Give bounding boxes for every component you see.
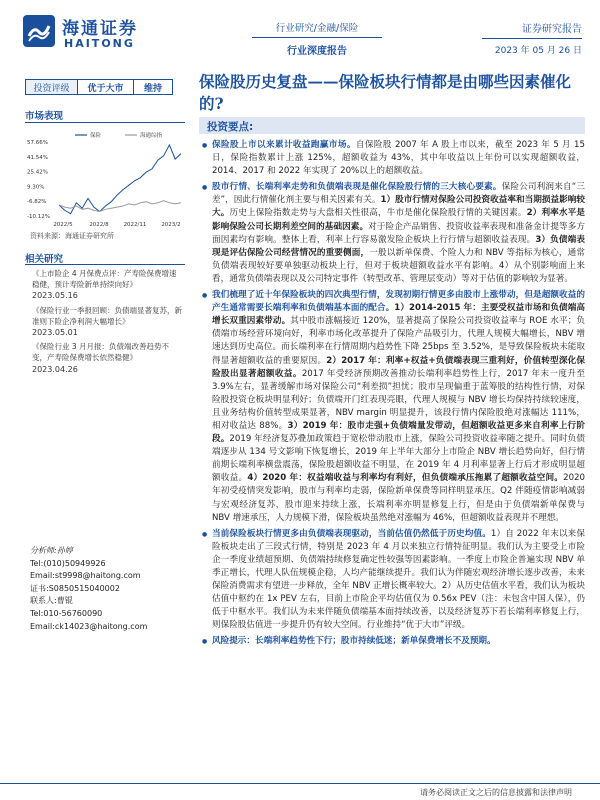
- logo-text-cn: 海通证券: [62, 19, 138, 39]
- y-tick-label: 41.54%: [27, 154, 48, 161]
- related-item[interactable]: [32, 305, 182, 339]
- haitong-logo-icon: [22, 14, 56, 48]
- report-meta: [482, 20, 582, 56]
- key-point: ● 当前保险板块行情更多由负债端表现驱动，当前估值仍然低于历史均值。1）自 2022 年末以来保险板块走出了三段式行情，特别是 2023 年 4 月以来独立行情特征明显。我们认为主要受上市险企一季度业绩超预期、负债端持续修复确定性较强等因素影响。一季度上市险企普遍实现 NBV 单季正增长，代理人队伍规模企稳，人均产能继续提升。我们认为伴随宏观经济增长逐步改善，未来保险消费需求有望进一步释放，全年 NBV 正增长概率较大。2）从历史估值水平看，我们认为板块估值中枢约在 1x PEV 左右，目前上市险企平均估值仅为 0.56x PEV（注：未包含中国人保），仍低于中枢水平。我们认为未来伴随负债端基本面持续改善，以及经济复苏下若长端利率修复上行，则保险股估值进一步提升仍有较大空间。行业维持“优于大市”评级。: [212, 528, 585, 633]
- x-tick-label: 2022/5: [53, 222, 73, 228]
- key-point: ● 风险提示：长端利率趋势性下行；股市持续低迷；新单保费增长不及预期。: [212, 635, 585, 648]
- rating-label: 投资评级: [26, 80, 78, 94]
- divider: [25, 122, 185, 123]
- logo-text-en: HAITONG: [64, 37, 135, 50]
- report-type: 行业深度报告: [287, 46, 347, 57]
- market-chart: [25, 128, 185, 230]
- analyst-email[interactable]: Email:st9998@haitong.com: [30, 571, 141, 581]
- key-points-title: 投资要点:: [207, 121, 254, 133]
- x-tick-label: 2023/2: [161, 222, 181, 228]
- related-date: 2023.05.16: [32, 291, 78, 301]
- related-title: 《保险行业 3 月月报：负债端改善趋势不变，产寿险保费增长依然稳健》: [32, 342, 170, 363]
- y-tick-label: 57.66%: [27, 140, 48, 146]
- related-item[interactable]: [32, 268, 182, 302]
- rating-value: 优于大市: [78, 80, 134, 94]
- key-point: ● 股市行情、长端利率走势和负债端表现是催化保险股行情的三大核心要素。保险公司利润来自“三差”，因此行情催化剂主要与相关因素有关。1）股市行情对保险公司投资收益率和当期损益影响较大。历史上保险指数走势与大盘相关性很高，牛市是催化保险股行情的关键因素。2）利率水平是影响保险公司长期利差空间的基础因素。对于险企产品销售、投资收益率表现和准备金计提等多方面因素均有影响。整体上看，利率上行容易激发险企板块上行行情与超额收益表现。3）负债端表现是评估保险公司经营情况的重要侧面，一般以新单保费、个险人力和 NBV 等指标为核心，通常负债端表现较好要单独驱动板块上行，但对于板块超额收益水平有影响。4）从个别影响面上来看，通常负债端表现以及公司特定事件（转型改革、管理层变动）等对于估值的影响较为显著。: [212, 181, 585, 286]
- haitong-logo: [22, 12, 182, 52]
- y-tick-label: -6.82%: [27, 199, 47, 206]
- analyst-info: [30, 545, 180, 633]
- contact-email[interactable]: Email:ck14023@haitong.com: [30, 621, 148, 631]
- x-tick-label: 2022/11: [123, 222, 147, 228]
- footer-disclaimer: 请务必阅读正文之后的信息披露和法律声明: [420, 788, 572, 797]
- analyst-cert: 证书:S0850515040002: [30, 583, 120, 593]
- report-title: 保险股历史复盘——保险板块行情都是由哪些因素催化的?: [199, 72, 572, 113]
- investment-rating: [25, 79, 173, 95]
- analyst-tel: Tel:(010)50949926: [30, 558, 106, 568]
- y-tick-label: 9.30%: [27, 184, 45, 191]
- contact-name: 联系人:曹锟: [30, 596, 73, 606]
- report-date: 2023 年 05 月 26 日: [494, 46, 582, 56]
- report-label: 证券研究报告: [482, 20, 582, 39]
- related-date: 2023.04.26: [32, 364, 78, 374]
- divider: [25, 264, 185, 265]
- analyst-name: 分析师:孙婷: [30, 546, 73, 555]
- contact-tel: Tel:010-56760090: [30, 608, 103, 618]
- y-tick-label: -10.12%: [27, 214, 50, 220]
- market-header: 市场表现: [25, 111, 64, 122]
- related-title: 《上市险企 4 月保费点评：产寿险保费增速稳健，预计寿险新单持续向好》: [32, 269, 177, 290]
- report-category-block: [252, 20, 382, 57]
- series-line: [59, 201, 181, 212]
- key-point: ● 保险股上市以来累计收益跑赢市场。自保险股 2007 年 A 股上市以来，截至 2023 年 5 月 15 日，保险指数累计上涨 125%，超额收益为 43%，其中年收益以上年份可以实现超额收益，2014、2017 和 2022 年实现了 20%以上的超额收益。: [212, 139, 585, 178]
- footer-divider: [0, 783, 600, 784]
- series-line: [59, 145, 181, 214]
- legend-label: 海通综指: [140, 133, 163, 139]
- related-header: 相关研究: [25, 254, 64, 265]
- chart-source: 资料来源：海通证券研究所: [30, 232, 114, 240]
- key-points-header: [199, 117, 585, 134]
- y-tick-label: 25.42%: [27, 169, 48, 176]
- rating-action: 维持: [143, 83, 162, 94]
- key-points-body: [212, 139, 585, 652]
- key-point: ● 我们梳理了近十年保险板块的四次典型行情，发现初期行情更多由股市上涨带动，但是超额收益的产生通常需要长端利率和负债端基本面的配合。1）2014-2015 年：主要受权益市场和负债端高增长双重因素带动。其中股市涨幅接近 120%，显著提高了保险公司投资收益率与 ROE 水平；负债端市场经营环境向好，利率市场化改革提升了保险产品吸引力，代理人规模大幅增长，NBV 增速达到历史高位。而长端利率在行情周期内趋势性下降 25bps 至 3.52%，是导致保险板块未能取得显著超额收益的重要原因。2）2017 年：利率+权益+负债端表现三重利好，价值转型深化保险股出显著超额收益。2017 年受经济预期改善推动长端利率趋势性上行，2017 年末一度升至 3.9%左右，显著缓解市场对保险公司“利差损”担忧；股市呈现偏重于蓝筹股的结构性行情，对保险股投资仓板块明显利好；负债端开门红表现亮眼，代理人规模与 NBV 增长均保持持续较速度，且业务结构价值转型成果显著，NBV margin 明显提升，该段行情内保险股绝对涨幅达 111%，相对收益达 88%。3）2019 年：股市走强+负债端量发带动，但超额收益更多来自利率上行阶段。2019 年经济复苏叠加政策趋于宽松带动股市上涨，保险公司投资收益率随之提升。同时负债端逐步从 134 号文影响下恢复增长，2019 年上半年大部分上市险企 NBV 增长趋势向好，但行情前期长端利率横盘震荡，保险股超额收益不明显，在 2019 年 4 月利率显著上行后才形成明显超额收益。4）2020 年：权益端收益与利率均有利好，但负债端承压拖累了超额收益空间。2020 年初受疫情突发影响，股市与利率均走弱，保险新单保费等同样明显承压。Q2 伴随疫情影响减弱与宏观经济复苏，股市迎来持续上涨，长端利率亦明显修复上行，但是由于负债端新单保费与 NBV 增速承压，人力规模下滑，保险板块虽然绝对涨幅为 46%，但超额收益表现并不理想。: [212, 289, 585, 525]
- x-tick-label: 2022/8: [89, 222, 109, 228]
- related-item[interactable]: [32, 341, 182, 375]
- related-title: 《保险行业一季报回顾：负债端显著复苏，新准则下险企净利润大幅增长》: [32, 305, 182, 326]
- legend-label: 保险: [90, 133, 102, 139]
- related-list: [32, 268, 182, 378]
- report-category: 行业研究/金融/保险: [252, 20, 382, 38]
- related-date: 2023.05.01: [32, 328, 78, 338]
